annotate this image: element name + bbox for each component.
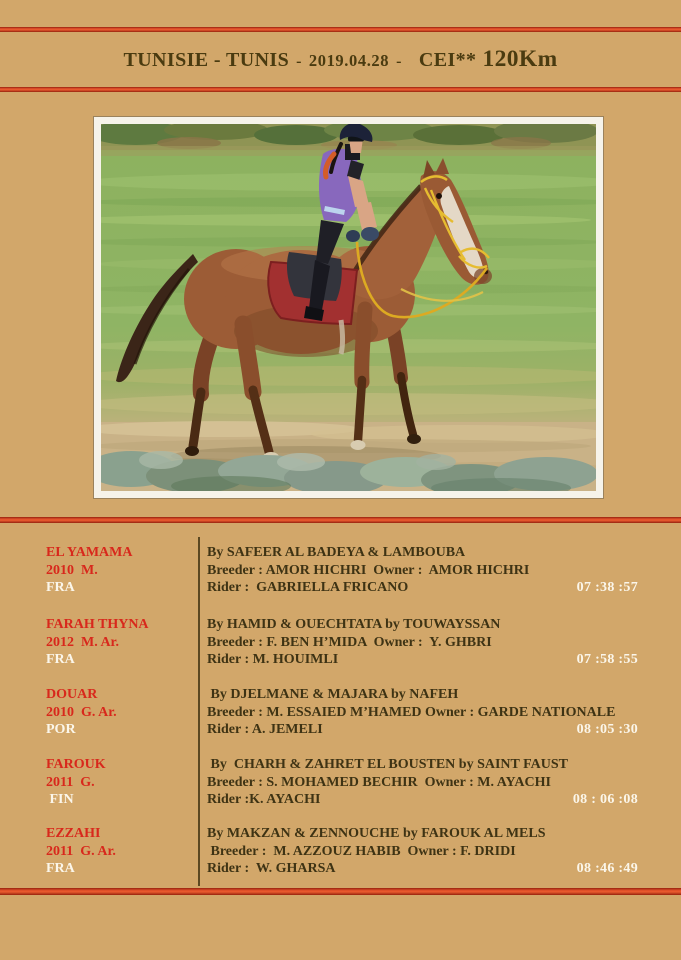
horse-name: EL YAMAMA bbox=[46, 545, 133, 560]
top-red-rule bbox=[0, 27, 681, 32]
title-date: 2019.04.28 bbox=[308, 51, 390, 70]
title-location: TUNISIE - TUNIS bbox=[123, 49, 290, 71]
results-top-red-rule bbox=[0, 517, 681, 523]
rider-line: Rider :K. AYACHI bbox=[207, 792, 321, 807]
sire-line: By DJELMANE & MAJARA by NAFEH bbox=[207, 687, 459, 702]
result-row bbox=[0, 825, 681, 881]
rider-line: Rider : M. HOUIMLI bbox=[207, 652, 339, 667]
horse-country: FRA bbox=[46, 580, 75, 595]
sire-line: By CHARH & ZAHRET EL BOUSTEN by SAINT FAUST bbox=[207, 757, 568, 772]
title-separator: - bbox=[296, 53, 302, 70]
finish-time: 08 :46 :49 bbox=[576, 861, 638, 876]
horse-rider-illustration bbox=[101, 124, 596, 491]
horse-year-sex: 2011 G. Ar. bbox=[46, 843, 116, 859]
horse-country: FRA bbox=[46, 861, 75, 876]
result-row bbox=[0, 616, 681, 672]
breeder-owner: Breeder : M. ESSAIED M’HAMED Owner : GARDE NATIONALE bbox=[207, 704, 616, 720]
rider-line: Rider : W. GHARSA bbox=[207, 861, 336, 876]
horse-country: POR bbox=[46, 722, 76, 737]
title-underline-red-rule bbox=[0, 87, 681, 92]
finish-time: 08 : 06 :08 bbox=[572, 792, 638, 807]
horse-year-sex: 2010 G. Ar. bbox=[46, 704, 117, 720]
horse-rider-photo bbox=[94, 117, 603, 498]
breeder-owner: Breeder : M. AZZOUZ HABIB Owner : F. DRIDI bbox=[207, 843, 516, 859]
horse-name: EZZAHI bbox=[46, 826, 101, 841]
horse-year-sex: 2010 M. bbox=[46, 562, 98, 578]
title-category: CEI** bbox=[418, 49, 477, 71]
sire-line: By HAMID & OUECHTATA by TOUWAYSSAN bbox=[207, 617, 501, 632]
horse-country: FRA bbox=[46, 652, 75, 667]
sire-line: By SAFEER AL BADEYA & LAMBOUBA bbox=[207, 545, 466, 560]
breeder-owner: Breeder : F. BEN H’MIDA Owner : Y. GHBRI bbox=[207, 634, 492, 650]
horse-year-sex: 2012 M. Ar. bbox=[46, 634, 119, 650]
horse-country: FIN bbox=[46, 792, 74, 807]
breeder-owner: Breeder : AMOR HICHRI Owner : AMOR HICHRI bbox=[207, 562, 530, 578]
result-row bbox=[0, 686, 681, 742]
breeder-owner: Breeder : S. MOHAMED BECHIR Owner : M. AYACHI bbox=[207, 774, 551, 790]
finish-time: 08 :05 :30 bbox=[576, 722, 638, 737]
page-title bbox=[0, 46, 681, 73]
finish-time: 07 :58 :55 bbox=[576, 652, 638, 667]
title-distance: 120Km bbox=[482, 46, 558, 72]
result-row bbox=[0, 544, 681, 600]
title-separator-2: - bbox=[396, 53, 402, 70]
rider-line: Rider : GABRIELLA FRICANO bbox=[207, 580, 409, 595]
bottom-red-rule bbox=[0, 888, 681, 895]
horse-name: FAROUK bbox=[46, 757, 106, 772]
rider-line: Rider : A. JEMELI bbox=[207, 722, 323, 737]
horse-year-sex: 2011 G. bbox=[46, 774, 95, 790]
horse-name: FARAH THYNA bbox=[46, 617, 149, 632]
sire-line: By MAKZAN & ZENNOUCHE by FAROUK AL MELS bbox=[207, 826, 546, 841]
result-row bbox=[0, 756, 681, 812]
finish-time: 07 :38 :57 bbox=[576, 580, 638, 595]
horse-name: DOUAR bbox=[46, 687, 98, 702]
